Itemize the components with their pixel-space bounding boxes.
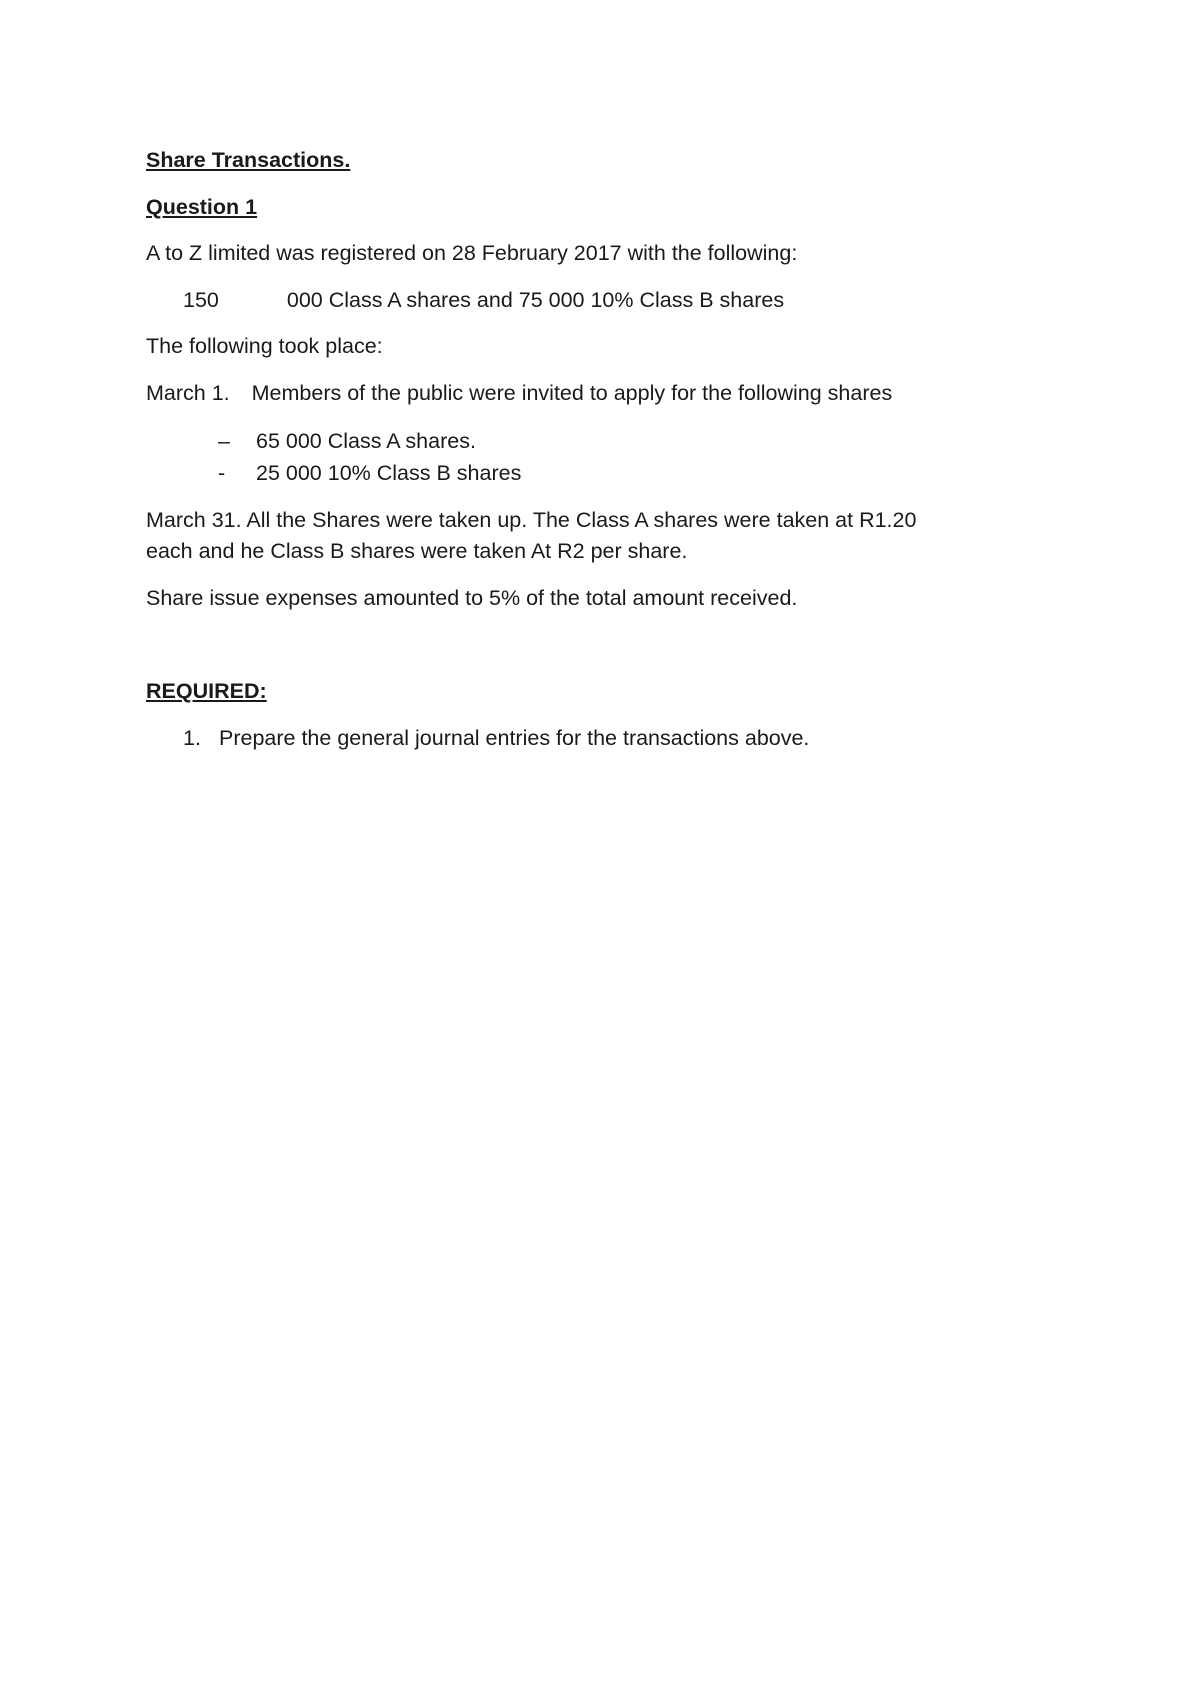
capital-description: 000 Class A shares and 75 000 10% Class B shares	[286, 288, 785, 312]
bullet-item	[218, 427, 476, 455]
required-item-number: 1.	[183, 726, 201, 750]
march31-paragraph-line1: March 31. All the Shares were taken up. The Class A shares were taken at R1.20	[146, 508, 917, 532]
march1-date: March 1.	[146, 381, 230, 405]
document-title: Share Transactions.	[146, 148, 351, 172]
question-heading: Question 1	[146, 195, 258, 219]
march1-paragraph	[146, 379, 892, 407]
bullet-marker: -	[218, 461, 226, 485]
required-heading: REQUIRED:	[146, 679, 267, 703]
bullet-text: 25 000 10% Class B shares	[256, 461, 522, 485]
march31-paragraph-line2: each and he Class B shares were taken At R2 per share.	[146, 539, 688, 563]
intro-paragraph: A to Z limited was registered on 28 February 2017 with the following:	[146, 241, 798, 265]
bullet-marker: –	[218, 429, 230, 453]
expenses-paragraph: Share issue expenses amounted to 5% of the total amount received.	[146, 586, 798, 610]
capital-number: 150	[183, 288, 219, 312]
following-paragraph: The following took place:	[146, 334, 383, 358]
required-item	[183, 724, 809, 752]
bullet-item	[218, 459, 521, 487]
march1-text: Members of the public were invited to apply for the following shares	[251, 381, 893, 405]
bullet-text: 65 000 Class A shares.	[256, 429, 476, 453]
required-item-text: Prepare the general journal entries for the transactions above.	[219, 726, 810, 750]
share-capital-line	[183, 286, 784, 314]
